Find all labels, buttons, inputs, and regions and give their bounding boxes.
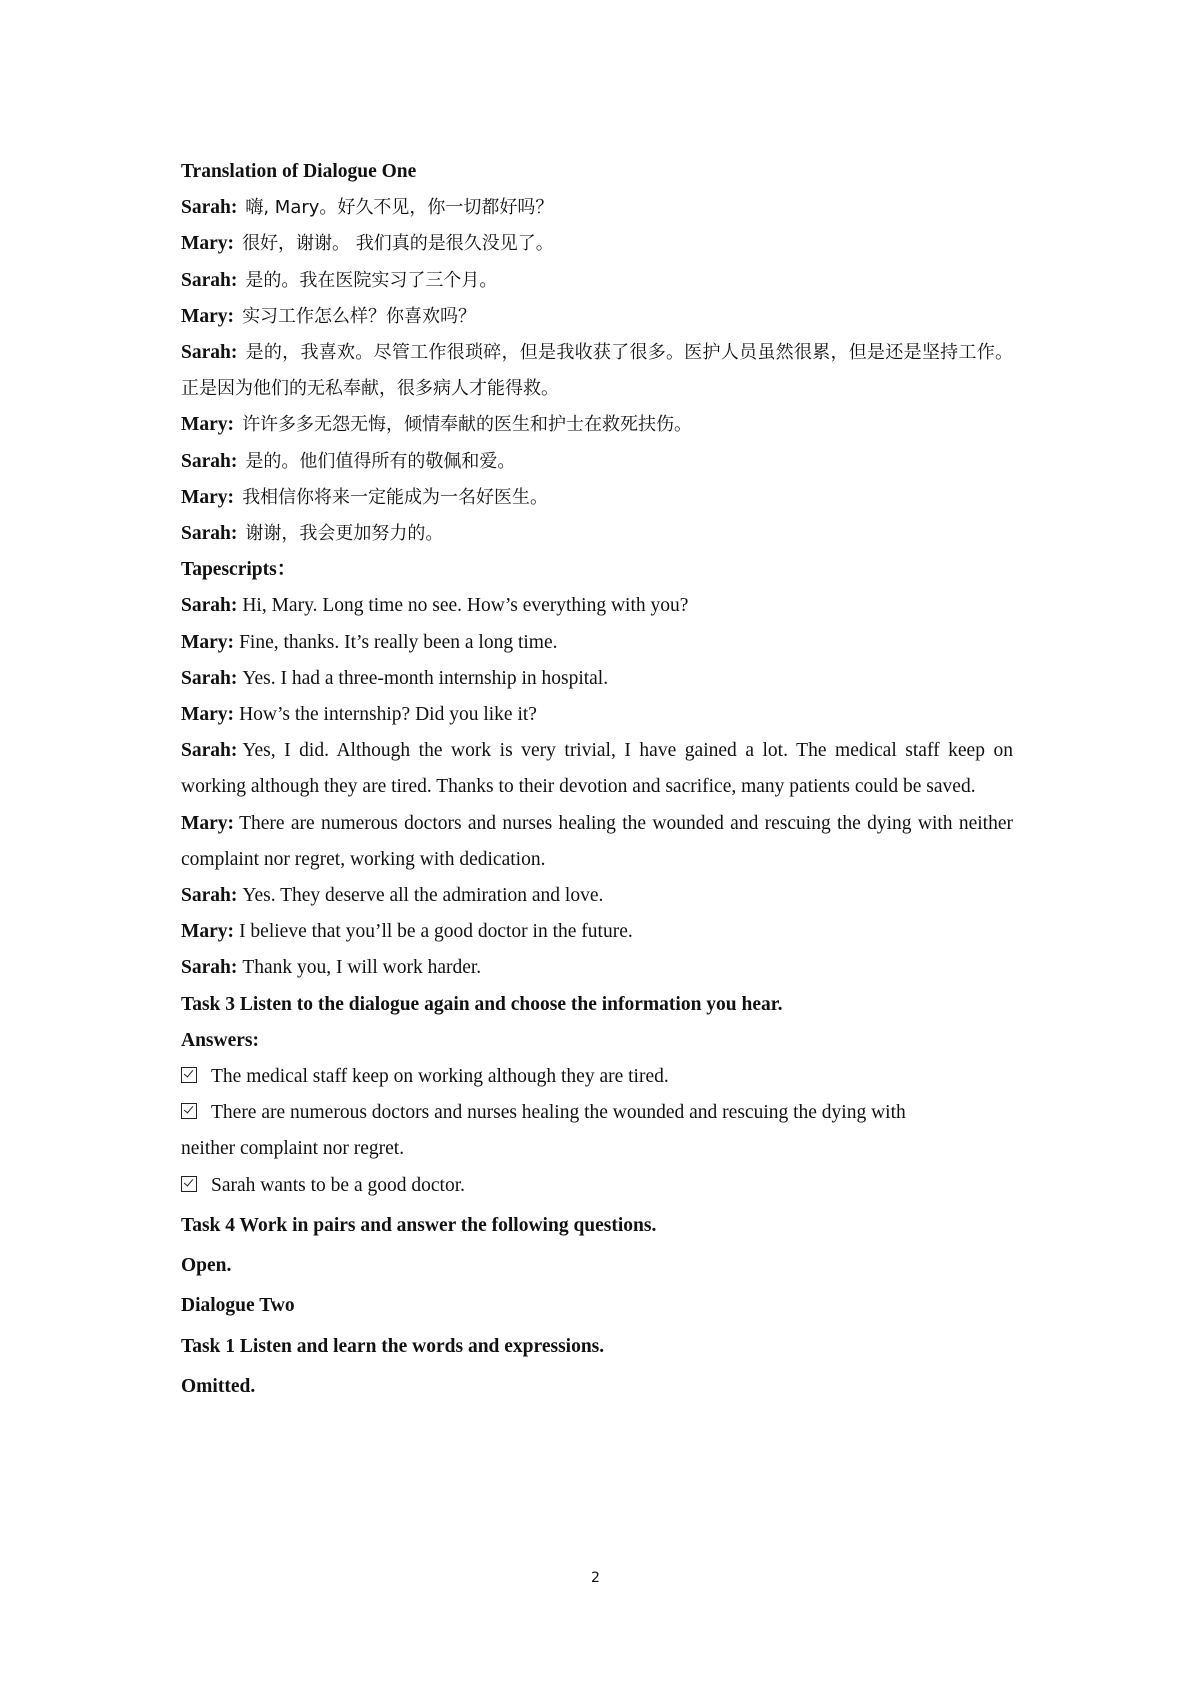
answer-item — [181, 1059, 1013, 1095]
speaker-label: Sarah: — [181, 269, 238, 291]
checked-box-icon — [181, 1067, 197, 1083]
answer-item — [181, 1095, 1013, 1131]
speaker-label: Sarah: — [181, 595, 238, 617]
tapescript-line — [181, 950, 1013, 986]
answer-text: Sarah wants to be a good doctor. — [211, 1174, 465, 1196]
task4-heading: Task 4 Work in pairs and answer the following questions. — [181, 1214, 657, 1236]
checked-box-icon — [181, 1103, 197, 1119]
tapescript-text: There are numerous doctors and nurses healing the wounded and rescuing the dying with neither complaint nor regret, working with dedication. — [181, 812, 1013, 870]
speaker-label: Mary: — [181, 812, 235, 834]
answer-text: There are numerous doctors and nurses healing the wounded and rescuing the dying with — [211, 1102, 906, 1124]
speaker-label: Sarah: — [181, 957, 238, 979]
answer-text: The medical staff keep on working although they are tired. — [211, 1066, 669, 1088]
speaker-label: Mary: — [181, 233, 235, 255]
translation-line — [181, 444, 1013, 480]
tapescript-line — [181, 588, 1013, 624]
tapescript-line — [181, 806, 1013, 878]
tapescript-text: Yes. They deserve all the admiration and love. — [242, 885, 604, 907]
speaker-label: Sarah: — [181, 450, 238, 472]
translation-line — [181, 226, 1013, 262]
tapescript-text: Yes. I had a three-month internship in hospital. — [242, 667, 609, 689]
dialogue-two-heading: Dialogue Two — [181, 1295, 295, 1317]
task3-heading: Task 3 Listen to the dialogue again and choose the information you hear. — [181, 993, 783, 1015]
translation-text: 很好，谢谢。 我们真的是很久没见了。 — [242, 233, 554, 255]
translation-line — [181, 299, 1013, 335]
translation-text: 我相信你将来一定能成为一名好医生。 — [242, 486, 549, 508]
speaker-label: Mary: — [181, 921, 235, 943]
translation-line — [181, 480, 1013, 516]
speaker-label: Sarah: — [181, 523, 238, 545]
tapescript-line — [181, 697, 1013, 733]
tapescript-text: I believe that you’ll be a good doctor in the future. — [239, 921, 633, 943]
tapescript-line — [181, 733, 1013, 805]
translation-text: 是的，我喜欢。尽管工作很琐碎，但是我收获了很多。医护人员虽然很累，但是还是坚持工作。正是因为他们的无私奉献，很多病人才能得救。 — [181, 342, 1013, 400]
translation-text: 是的。我在医院实习了三个月。 — [245, 269, 498, 291]
dialogue-two-task1-answer: Omitted. — [181, 1375, 256, 1397]
speaker-label: Mary: — [181, 486, 235, 508]
speaker-label: Mary: — [181, 704, 235, 726]
speaker-label: Mary: — [181, 414, 235, 436]
answer-text: neither complaint nor regret. — [181, 1138, 405, 1160]
answers-label: Answers: — [181, 1029, 259, 1051]
task4-answer: Open. — [181, 1255, 232, 1277]
speaker-label: Sarah: — [181, 667, 238, 689]
page-number: 2 — [591, 1570, 600, 1586]
answer-item-continuation — [181, 1131, 1013, 1167]
translation-text: 许许多多无怨无悔，倾情奉献的医生和护士在救死扶伤。 — [242, 414, 693, 436]
speaker-label: Sarah: — [181, 885, 238, 907]
tapescript-line — [181, 625, 1013, 661]
speaker-label: Sarah: — [181, 740, 238, 762]
translation-line — [181, 516, 1013, 552]
speaker-label: Sarah: — [181, 197, 238, 219]
translation-line — [181, 335, 1013, 407]
tapescript-text: Fine, thanks. It’s really been a long time. — [239, 631, 558, 653]
tapescript-line — [181, 661, 1013, 697]
checked-box-icon — [181, 1176, 197, 1192]
translation-text: 是的。他们值得所有的敬佩和爱。 — [245, 450, 516, 472]
tapescript-line — [181, 878, 1013, 914]
dialogue-two-task1-heading: Task 1 Listen and learn the words and expressions. — [181, 1335, 605, 1357]
answer-item — [181, 1168, 1013, 1204]
speaker-label: Mary: — [181, 305, 235, 327]
translation-line — [181, 190, 1013, 226]
tapescript-text: How’s the internship? Did you like it? — [239, 704, 537, 726]
tapescripts-heading: Tapescripts： — [181, 559, 297, 581]
speaker-label: Mary: — [181, 631, 235, 653]
translation-text: 谢谢，我会更加努力的。 — [245, 523, 444, 545]
translation-text: 实习工作怎么样？你喜欢吗？ — [242, 305, 477, 327]
tapescript-line — [181, 914, 1013, 950]
tapescript-text: Hi, Mary. Long time no see. How’s everything with you? — [242, 595, 689, 617]
translation-line — [181, 263, 1013, 299]
tapescript-text: Thank you, I will work harder. — [242, 957, 482, 979]
speaker-label: Sarah: — [181, 342, 238, 364]
translation-text: 嗨, Mary。好久不见，你一切都好吗？ — [245, 197, 554, 219]
tapescript-text: Yes, I did. Although the work is very trivial, I have gained a lot. The medical staff keep on working although they are tired. Thanks to their devotion and sacrifice, many patients could be saved. — [181, 740, 1013, 798]
translation-heading: Translation of Dialogue One — [181, 161, 417, 182]
translation-line — [181, 407, 1013, 443]
document-page — [181, 154, 1013, 1405]
